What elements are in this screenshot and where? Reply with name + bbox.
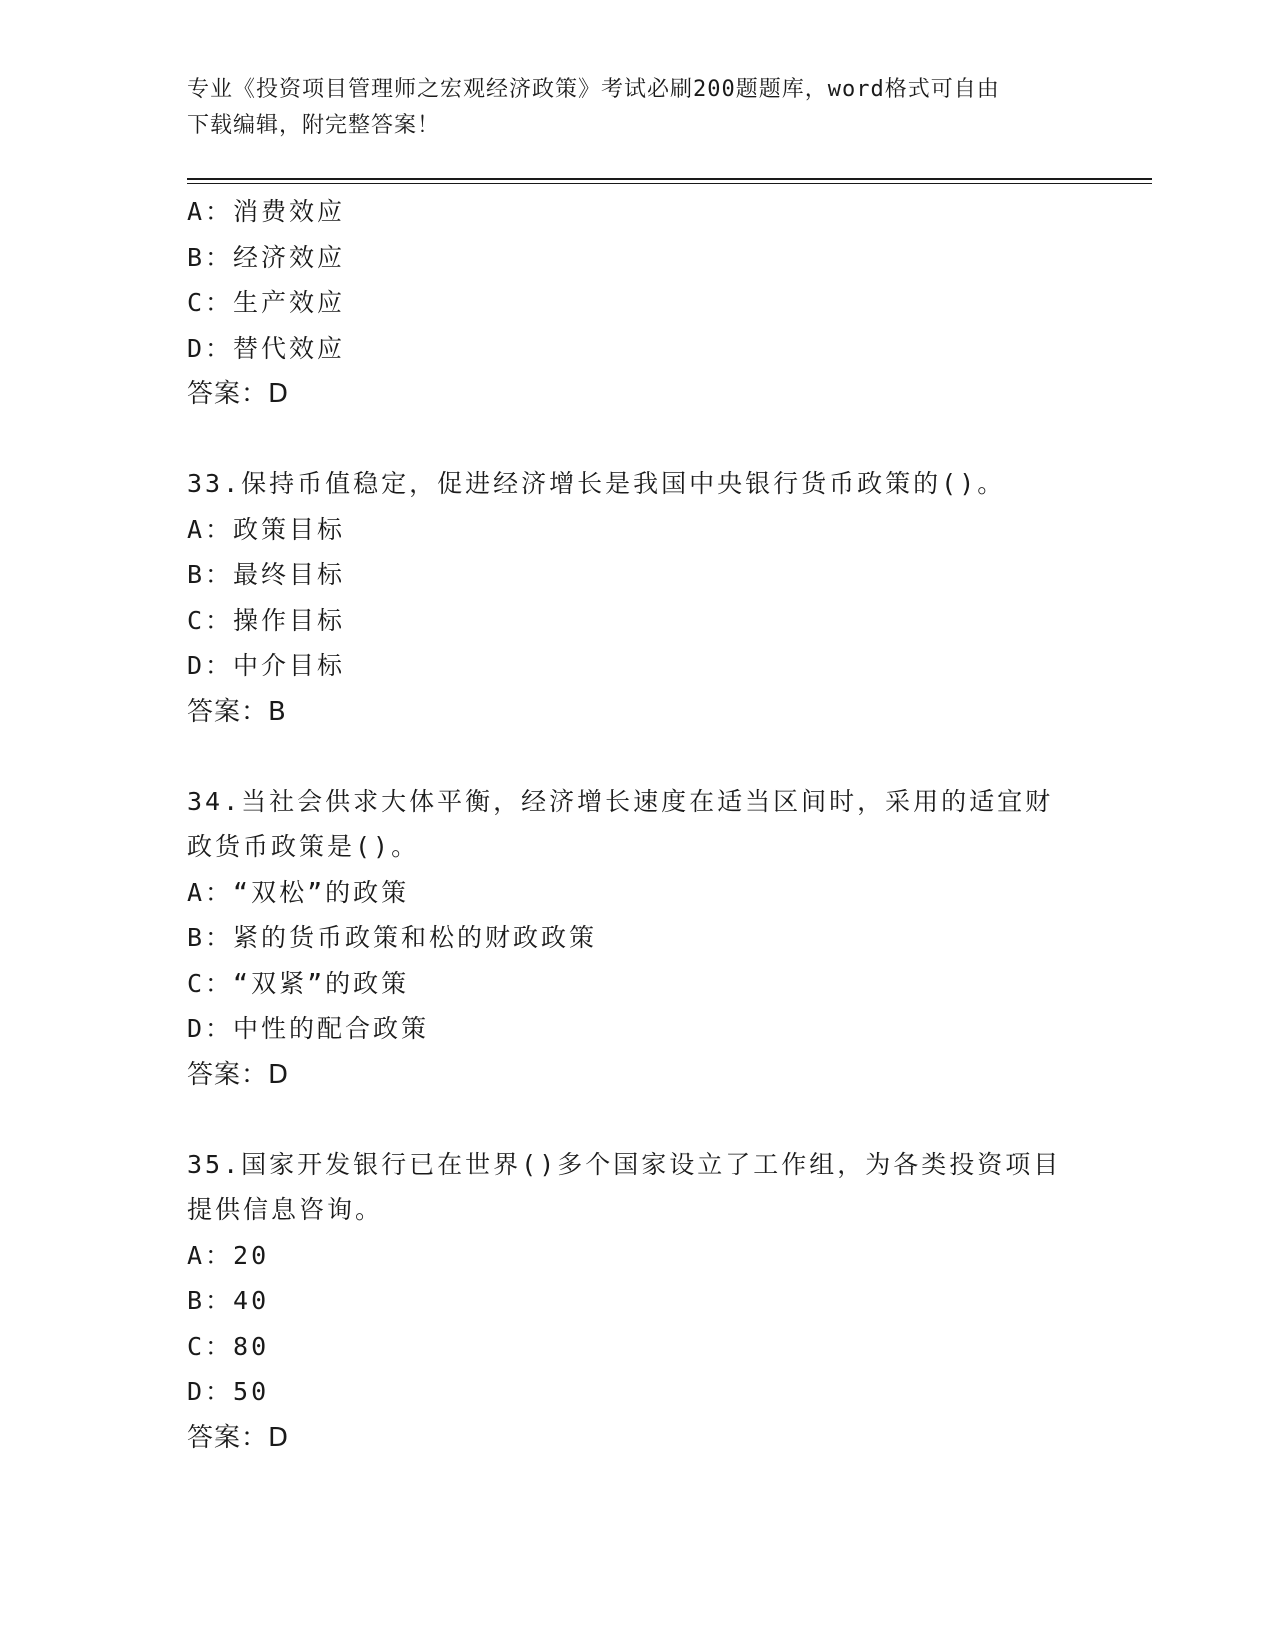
answer: 答案：D [187, 1059, 290, 1090]
spacer [187, 1098, 1087, 1142]
option-a: A：20 [187, 1240, 270, 1270]
answer: 答案：D [187, 379, 290, 409]
question-text-line-2: 政货币政策是()。 [187, 832, 420, 861]
option-c: C：“双紧”的政策 [187, 968, 410, 998]
option-c: C：80 [187, 1331, 270, 1361]
option-d: D：50 [187, 1377, 270, 1406]
option-b: B：最终目标 [187, 560, 346, 589]
spacer [187, 735, 1087, 779]
question-text: 33.保持币值稳定，促进经济增长是我国中央银行货币政策的()。 [187, 469, 1006, 498]
spacer [187, 417, 1087, 461]
option-a: A：政策目标 [187, 514, 346, 544]
header-divider-thick [187, 178, 1152, 180]
question-33 [187, 461, 1087, 735]
option-a: A：“双松”的政策 [187, 877, 410, 907]
option-d: D：替代效应 [187, 333, 346, 363]
option-b: B：紧的货币政策和松的财政政策 [187, 923, 598, 952]
question-list [187, 189, 1087, 1461]
answer: 答案：D [187, 1422, 290, 1453]
header-divider-thin [187, 183, 1152, 184]
header-line-1: 专业《投资项目管理师之宏观经济政策》考试必刷200题题库，word格式可自由 [187, 77, 1000, 102]
option-c: C：生产效应 [187, 288, 346, 317]
question-32 [187, 189, 1087, 417]
answer: 答案：B [187, 696, 287, 727]
option-c: C：操作目标 [187, 605, 346, 635]
document-header [187, 72, 1067, 144]
option-a: A：消费效应 [187, 197, 346, 226]
option-b: B：经济效应 [187, 242, 346, 272]
option-b: B：40 [187, 1286, 270, 1315]
question-text-line-1: 34.当社会供求大体平衡，经济增长速度在适当区间时，采用的适宜财 [187, 786, 1054, 816]
question-text-line-1: 35.国家开发银行已在世界()多个国家设立了工作组，为各类投资项目 [187, 1149, 1062, 1179]
question-35 [187, 1142, 1087, 1461]
question-34 [187, 779, 1087, 1098]
option-d: D：中性的配合政策 [187, 1014, 430, 1043]
question-text-line-2: 提供信息咨询。 [187, 1195, 384, 1224]
option-d: D：中介目标 [187, 651, 346, 680]
header-line-2: 下载编辑，附完整答案！ [187, 113, 441, 138]
